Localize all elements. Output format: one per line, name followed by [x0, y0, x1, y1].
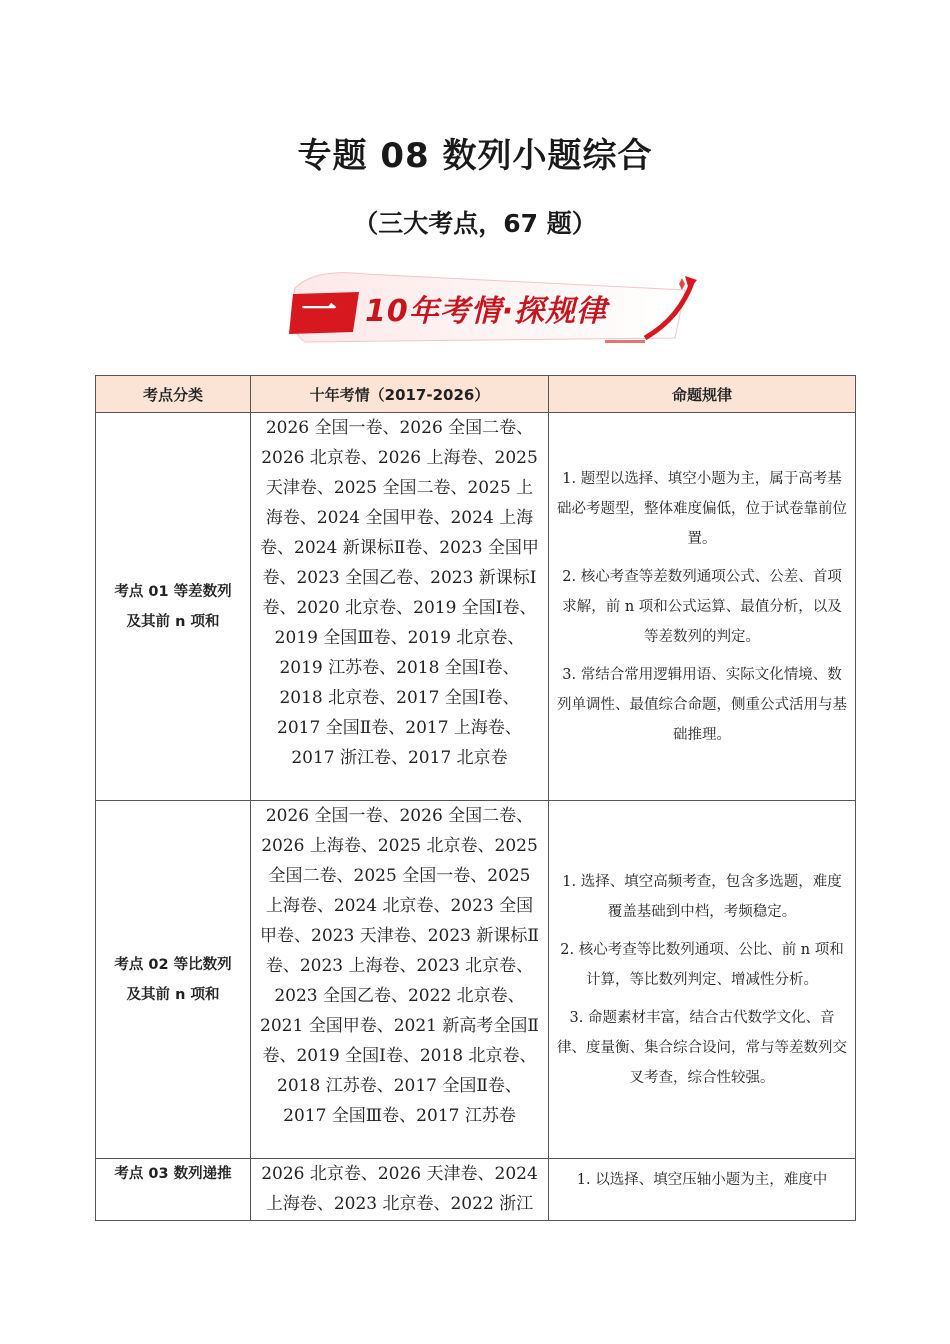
years-text: 2026 北京卷、2026 天津卷、2024 上海卷、2023 北京卷、2022 浙江	[261, 1164, 538, 1214]
exam-analysis-table	[95, 375, 856, 1221]
table-header-row	[96, 376, 856, 413]
header-years: 十年考情（2017-2026）	[251, 376, 549, 413]
page-subtitle: （三大考点，67 题）	[353, 209, 597, 238]
rule-item: 2. 核心考查等差数列通项公式、公差、首项求解，前 n 项和公式运算、最值分析，以及等差数列的判定。	[562, 568, 842, 645]
category-line: 考点 03 数列递推	[114, 1166, 232, 1182]
years-cell: 2026 全国一卷、2026 全国二卷、2026 上海卷、2025 北京卷、2025 全国二卷、2025 全国一卷、2025 上海卷、2024 北京卷、2023 全国甲卷、2023 天津卷、2023 新课标Ⅱ卷、2023 上海卷、2023 北京卷、2023 全国乙卷、2022 北京卷、2021 全国甲卷、2021 新高考全国Ⅱ卷、2019 全国Ⅰ卷、2018 北京卷、2018 江苏卷、2017 全国Ⅱ卷、2017 全国Ⅲ卷、2017 江苏卷	[251, 801, 549, 1159]
rules-cell	[549, 1159, 856, 1221]
banner-number: 一	[301, 290, 338, 331]
table-row	[96, 1159, 856, 1221]
category-line: 考点 01 等差数列	[114, 583, 232, 600]
category-cell	[96, 1159, 251, 1221]
rule-item: 1. 选择、填空高频考查，包含多选题，难度覆盖基础到中档，考频稳定。	[562, 873, 842, 920]
category-line: 及其前 n 项和	[126, 613, 220, 630]
rules-cell	[549, 413, 856, 801]
rule-item: 3. 常结合常用逻辑用语、实际文化情境、数列单调性、最值综合命题，侧重公式活用与基础推理。	[557, 666, 847, 743]
table-row	[96, 413, 856, 801]
rule-item: 1. 以选择、填空压轴小题为主，难度中	[576, 1172, 828, 1188]
banner-text: 10年考情·探规律	[365, 294, 608, 329]
rule-item: 2. 核心考查等比数列通项、公比、前 n 项和计算，等比数列判定、增减性分析。	[560, 941, 844, 988]
header-category: 考点分类	[96, 376, 251, 413]
page-title: 专题 08 数列小题综合	[297, 136, 653, 176]
category-line: 及其前 n 项和	[126, 986, 220, 1003]
header-rules: 命题规律	[549, 376, 856, 413]
category-line: 考点 02 等比数列	[114, 956, 232, 973]
years-cell: 2026 全国一卷、2026 全国二卷、2026 北京卷、2026 上海卷、2025 天津卷、2025 全国二卷、2025 上海卷、2024 全国甲卷、2024 上海卷、2024 新课标Ⅱ卷、2023 全国甲卷、2023 全国乙卷、2023 新课标Ⅰ卷、2020 北京卷、2019 全国Ⅰ卷、2019 全国Ⅲ卷、2019 北京卷、2019 江苏卷、2018 全国Ⅰ卷、2018 北京卷、2017 全国Ⅰ卷、2017 全国Ⅱ卷、2017 上海卷、2017 浙江卷、2017 北京卷	[251, 413, 549, 801]
rules-cell	[549, 801, 856, 1159]
rule-item: 3. 命题素材丰富，结合古代数学文化、音律、度量衡、集合综合设问，常与等差数列交叉考查，综合性较强。	[557, 1009, 847, 1086]
section-banner	[275, 268, 700, 350]
table-row	[96, 801, 856, 1159]
rule-item: 1. 题型以选择、填空小题为主，属于高考基础必考题型，整体难度偏低，位于试卷靠前位置。	[557, 470, 847, 547]
category-cell	[96, 413, 251, 801]
years-cell	[251, 1159, 549, 1221]
category-cell	[96, 801, 251, 1159]
